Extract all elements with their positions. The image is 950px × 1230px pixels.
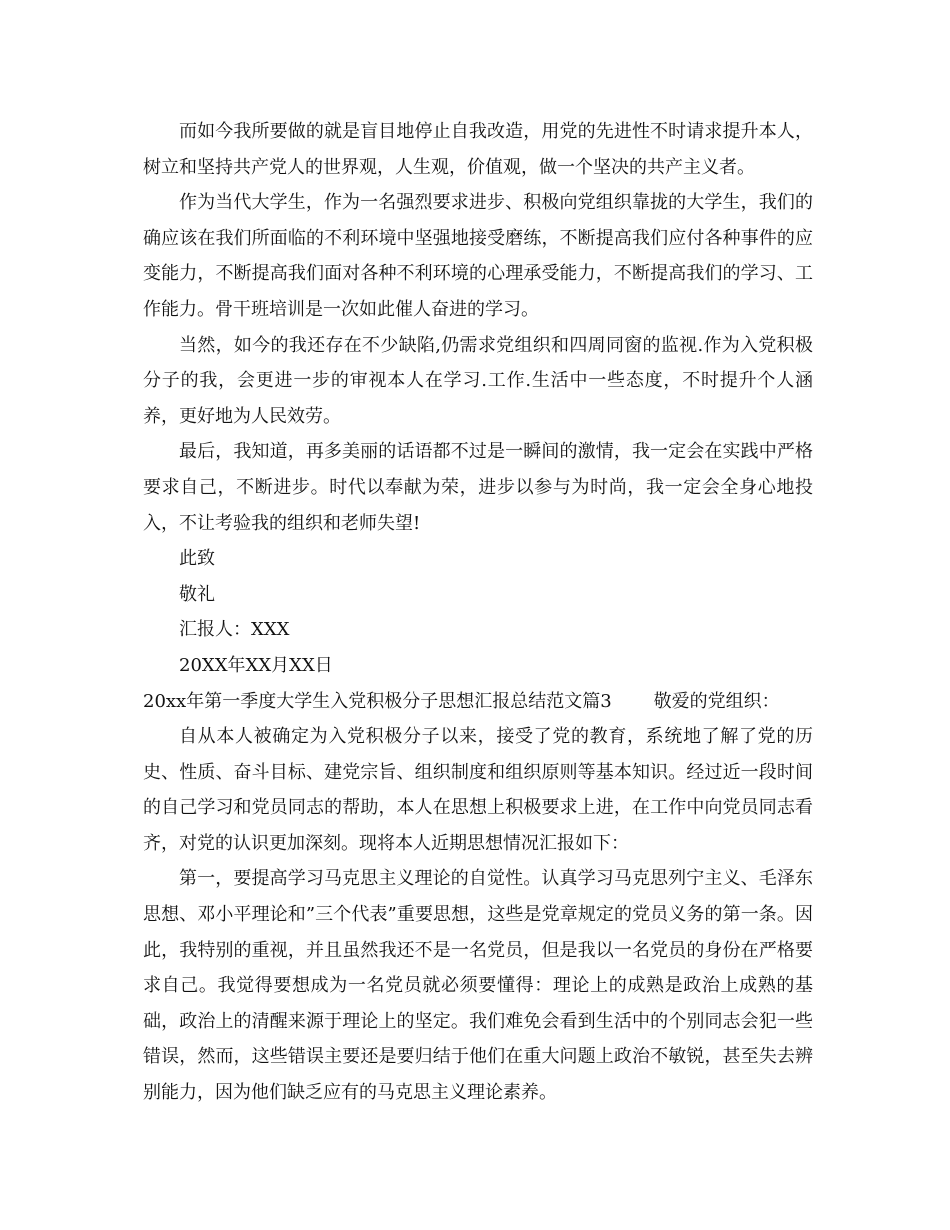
paragraph: 最后，我知道，再多美丽的话语都不过是一瞬间的激情，我一定会在实践中严格要求自己，不断进步。时代以奉献为荣，进步以参与为时尚，我一定会全身心地投入，不让考验我的组织和老师失望! bbox=[143, 441, 813, 534]
salutation: 敬爱的党组织： bbox=[653, 690, 780, 712]
paragraph: 而如今我所要做的就是盲目地停止自我改造，用党的先进性不时请求提升本人，树立和坚持共产党人的世界观，人生观，价值观，做一个坚决的共产主义者。 bbox=[143, 121, 813, 178]
date-line: 20XX年XX月XX日 bbox=[179, 654, 333, 676]
paragraph: 当然，如今的我还存在不少缺陷,仍需求党组织和四周同窗的监视.作为入党积极分子的我，会更进一步的审视本人在学习.工作.生活中一些态度，不时提升个人涵养，更好地为人民效劳。 bbox=[143, 334, 813, 427]
closing-salute-2: 敬礼 bbox=[179, 583, 215, 605]
paragraph: 自从本人被确定为入党积极分子以来，接受了党的教育，系统地了解了党的历史、性质、奋斗目标、建党宗旨、组织制度和组织原则等基本知识。经过近一段时间的自己学习和党员同志的帮助，本人在思想上积极要求上进，在工作中向党员同志看齐，对党的认识更加深刻。现将本人近期思想情况汇报如下： bbox=[143, 726, 813, 854]
reporter-line: 汇报人：XXX bbox=[179, 619, 290, 641]
document-body bbox=[143, 114, 813, 1111]
section-heading bbox=[143, 684, 813, 720]
paragraph: 第一，要提高学习马克思主义理论的自觉性。认真学习马克思列宁主义、毛泽东思想、邓小平理论和”三个代表”重要思想，这些是党章规定的党员义务的第一条。因此，我特别的重视，并且虽然我还不是一名党员，但是我以一名党员的身份在严格要求自己。我觉得要想成为一名党员就必须要懂得：理论上的成熟是政治上成熟的基础，政治上的清醒来源于理论上的坚定。我们难免会看到生活中的个别同志会犯一些错误，然而，这些错误主要还是要归结于他们在重大问题上政治不敏锐，甚至失去辨别能力，因为他们缺乏应有的马克思主义理论素养。 bbox=[143, 868, 813, 1104]
closing-salute-1: 此致 bbox=[179, 548, 215, 570]
paragraph: 作为当代大学生，作为一名强烈要求进步、积极向党组织靠拢的大学生，我们的确应该在我们所面临的不利环境中坚强地接受磨练，不断提高我们应付各种事件的应变能力，不断提高我们面对各种不利环境的心理承受能力，不断提高我们的学习、工作能力。骨干班培训是一次如此催人奋进的学习。 bbox=[143, 192, 813, 320]
section-title: 20xx年第一季度大学生入党积极分子思想汇报总结范文篇3 bbox=[143, 690, 612, 712]
